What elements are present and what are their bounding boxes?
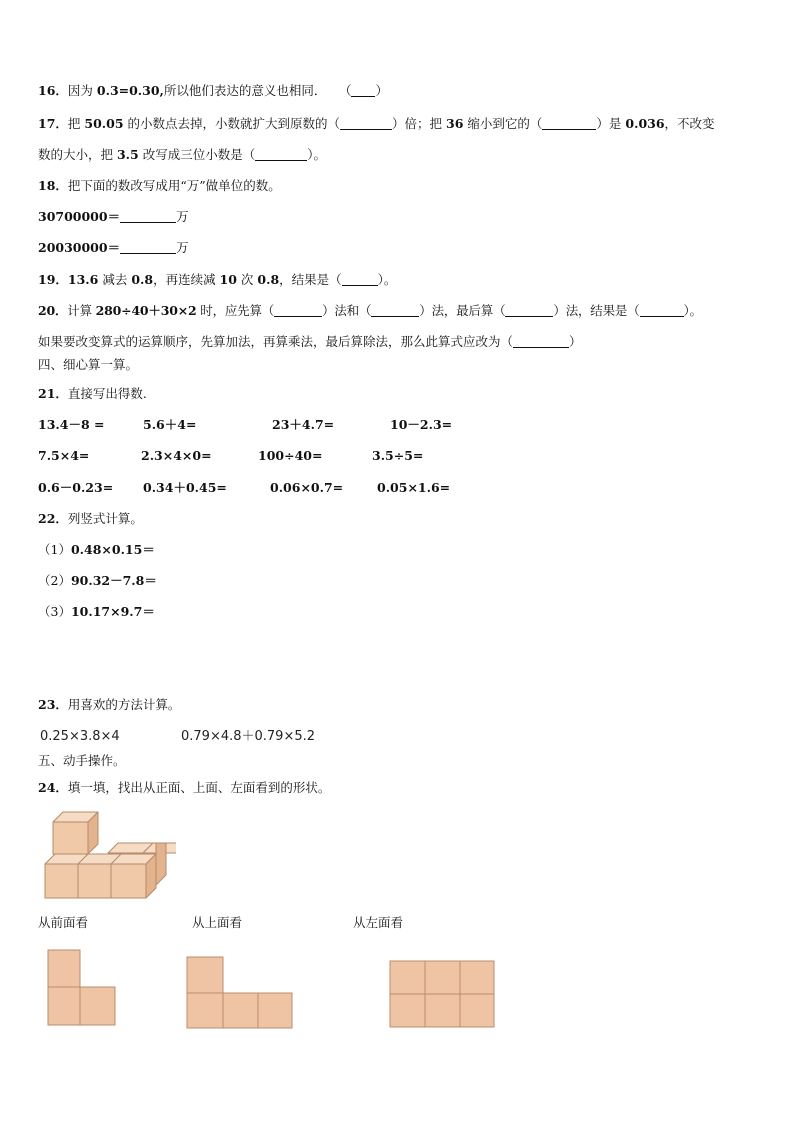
- question-number: 17．: [38, 116, 68, 131]
- view-square: [390, 994, 425, 1027]
- view-square: [48, 950, 80, 987]
- caption-left-view: 从左面看: [353, 915, 404, 930]
- caption-front-view: 从前面看: [38, 915, 89, 930]
- question-number: 19．: [38, 272, 68, 287]
- calc-item: 0.06×0.7=: [270, 480, 344, 495]
- question-16: 16．因为 0.3=0.30,所以他们表达的意义也相同． （ ）: [38, 83, 388, 98]
- calc-item: 10－2.3=: [390, 417, 453, 432]
- question-22: 22．列竖式计算。: [38, 511, 143, 526]
- answer-blank[interactable]: [255, 148, 307, 161]
- view-square: [223, 993, 258, 1028]
- question-number: 21．: [38, 386, 68, 401]
- question-number: 22．: [38, 511, 68, 526]
- view-square: [258, 993, 292, 1028]
- question-17-line-2: 数的大小，把 3.5 改写成三位小数是（ ）。: [38, 147, 326, 162]
- answer-blank[interactable]: [342, 273, 378, 286]
- answer-blank[interactable]: [340, 117, 392, 130]
- cube-face: [156, 843, 166, 885]
- question-number: 23．: [38, 697, 68, 712]
- view-square: [460, 961, 494, 994]
- calc-item: 13.4－8 =: [38, 417, 105, 432]
- view-square: [425, 961, 460, 994]
- view-square: [390, 961, 425, 994]
- calc-item: 23＋4.7=: [272, 417, 335, 432]
- section-heading-5: 五、动手操作。: [38, 753, 126, 768]
- q23-expr-2: 0.79×4.8＋0.79×5.2: [181, 729, 316, 744]
- q18-row-1: 30700000＝ 万: [38, 209, 189, 224]
- calc-item: 100÷40=: [258, 448, 323, 463]
- view-square: [48, 987, 80, 1025]
- answer-blank[interactable]: [351, 84, 375, 97]
- answer-blank[interactable]: [505, 304, 553, 317]
- answer-blank[interactable]: [120, 210, 176, 223]
- question-number: 20．: [38, 303, 68, 318]
- question-18: 18．把下面的数改写成用“万”做单位的数。: [38, 178, 281, 193]
- view-square: [425, 994, 460, 1027]
- caption-top-view: 从上面看: [192, 915, 243, 930]
- view-square: [187, 957, 223, 993]
- question-20-line-1: 20．计算 280÷40＋30×2 时，应先算（ ）法和（ ）法，最后算（ ）法，结果是（ ）。: [38, 303, 702, 318]
- calc-item: 0.34＋0.45=: [143, 480, 227, 495]
- cube-face: [111, 864, 146, 898]
- answer-blank[interactable]: [371, 304, 419, 317]
- left-view-shape: [388, 959, 498, 1031]
- q23-expr-1: 0.25×3.8×4: [40, 729, 120, 744]
- calc-item: 0.05×1.6=: [377, 480, 451, 495]
- answer-blank[interactable]: [542, 117, 596, 130]
- answer-blank[interactable]: [513, 335, 569, 348]
- question-23: 23．用喜欢的方法计算。: [38, 697, 181, 712]
- q18-row-2: 20030000＝ 万: [38, 240, 189, 255]
- cube-stack-figure: [44, 806, 176, 902]
- question-number: 24．: [38, 780, 68, 795]
- cube-face: [53, 822, 88, 854]
- cube-face: [45, 864, 80, 898]
- top-view-shape: [186, 956, 296, 1032]
- section-heading-4: 四、细心算一算。: [38, 357, 139, 372]
- calc-item: 7.5×4=: [38, 448, 90, 463]
- calc-item: 2.3×4×0=: [141, 448, 212, 463]
- question-19: 19．13.6 减去 0.8，再连续减 10 次 0.8，结果是（ ）。: [38, 272, 397, 287]
- q22-item-2: （2）90.32－7.8＝: [38, 573, 157, 588]
- question-21: 21．直接写出得数.: [38, 386, 147, 401]
- answer-blank[interactable]: [120, 241, 176, 254]
- question-24: 24．填一填，找出从正面、上面、左面看到的形状。: [38, 780, 331, 795]
- view-square: [187, 993, 223, 1028]
- q22-item-1: （1）0.48×0.15＝: [38, 542, 155, 557]
- view-square: [80, 987, 115, 1025]
- cube-face: [78, 864, 113, 898]
- answer-blank[interactable]: [640, 304, 684, 317]
- answer-blank[interactable]: [274, 304, 322, 317]
- calc-item: 0.6－0.23=: [38, 480, 114, 495]
- question-20-line-2: 如果要改变算式的运算顺序，先算加法，再算乘法，最后算除法，那么此算式应改为（ ）: [38, 334, 582, 349]
- front-view-shape: [47, 949, 119, 1029]
- question-17-line-1: 17．把 50.05 的小数点去掉，小数就扩大到原数的（ ）倍；把 36 缩小到它的（ ）是 0.036，不改变: [38, 116, 715, 131]
- question-number: 16．: [38, 83, 68, 98]
- calc-item: 5.6＋4=: [143, 417, 197, 432]
- calc-item: 3.5÷5=: [372, 448, 424, 463]
- question-number: 18．: [38, 178, 68, 193]
- view-square: [460, 994, 494, 1027]
- q22-item-3: （3）10.17×9.7＝: [38, 604, 155, 619]
